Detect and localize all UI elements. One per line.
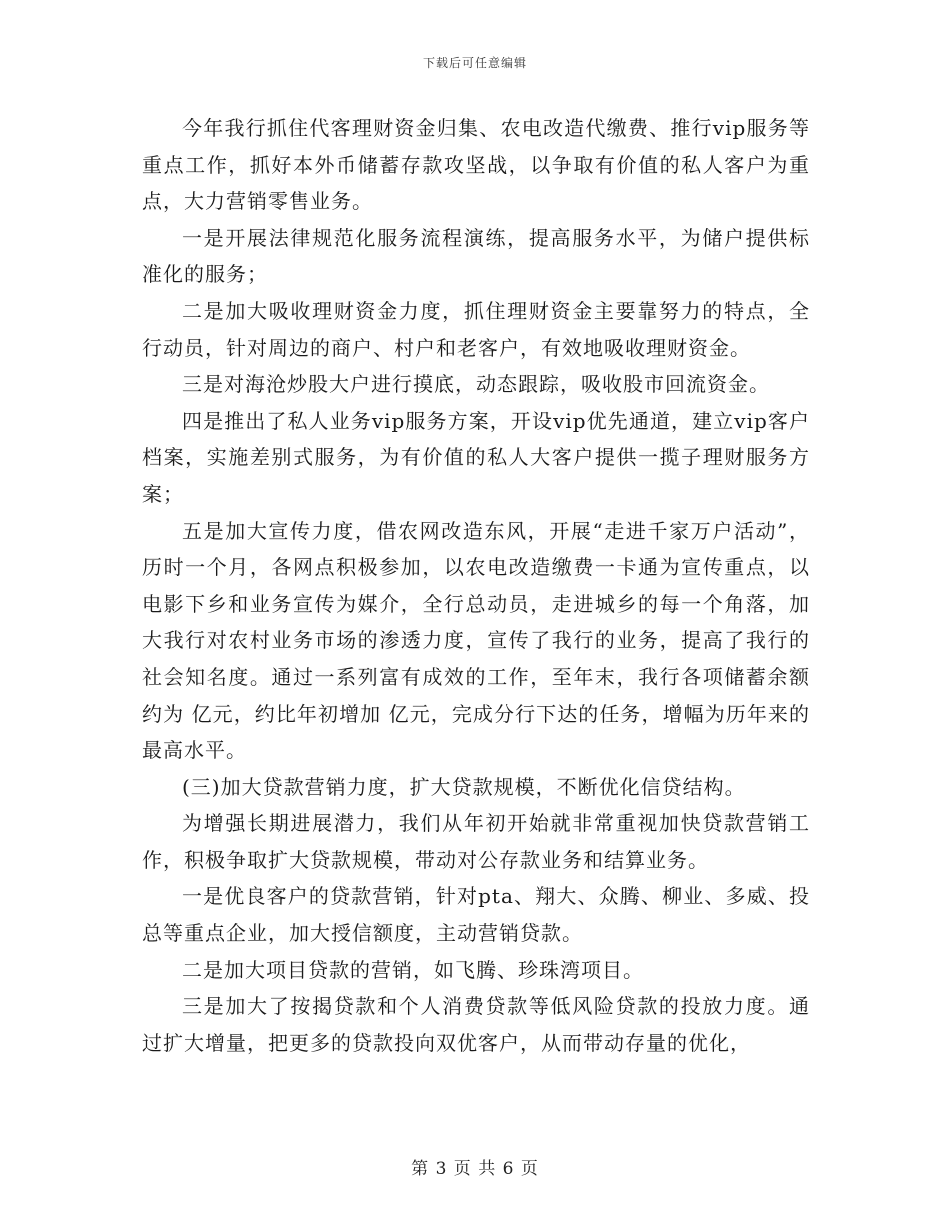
paragraph: 三是加大了按揭贷款和个人消费贷款等低风险贷款的投放力度。通过扩大增量，把更多的贷款投向双优客户，从而带动存量的优化， <box>142 994 810 1055</box>
paragraph: 二是加大项目贷款的营销，如飞腾、珍珠湾项目。 <box>182 957 644 982</box>
page-footer: 第 3 页 共 6 页 <box>411 1159 539 1179</box>
paragraph: 一是开展法律规范化服务流程演练，提高服务水平，为储户提供标准化的服务； <box>142 225 810 287</box>
page-header: 下载后可任意编辑 <box>422 56 527 70</box>
paragraph: 四是推出了私人业务vip服务方案，开设vip优先通道，建立vip客户档案，实施差别式服务，为有价值的私人大客户提供一揽子理财服务方案； <box>142 408 810 506</box>
document-body <box>142 110 810 1061</box>
paragraph: 三是对海沧炒股大户进行摸底，动态跟踪，吸收股市回流资金。 <box>182 372 770 397</box>
paragraph: 为增强长期进展潜力，我们从年初开始就非常重视加快贷款营销工作，积极争取扩大贷款规模，带动对公存款业务和结算业务。 <box>142 811 810 872</box>
paragraph: 二是加大吸收理财资金力度，抓住理财资金主要靠努力的特点，全行动员，针对周边的商户、村户和老客户，有效地吸收理财资金。 <box>142 298 810 360</box>
paragraph: 一是优良客户的贷款营销，针对pta、翔大、众腾、柳业、多威、投总等重点企业，加大授信额度，主动营销贷款。 <box>142 884 810 946</box>
paragraph: 今年我行抓住代客理财资金归集、农电改造代缴费、推行vip服务等重点工作，抓好本外币储蓄存款攻坚战，以争取有价值的私人客户为重点，大力营销零售业务。 <box>142 116 810 214</box>
section-heading: (三)加大贷款营销力度，扩大贷款规模，不断优化信贷结构。 <box>182 774 746 799</box>
paragraph: 五是加大宣传力度，借农网改造东风，开展“走进千家万户活动”，历时一个月，各网点积极参加，以农电改造缴费一卡通为宣传重点，以电影下乡和业务宣传为媒介，全行总动员，走进城乡的每一个角落，加大我行对农村业务市场的渗透力度，宣传了我行的业务，提高了我行的社会知名度。通过一系列富有成效的工作，至年末，我行各项储蓄余额约为 亿元，约比年初增加 亿元，完成分行下达的任务，增幅为历年来的最高水平。 <box>142 518 810 763</box>
